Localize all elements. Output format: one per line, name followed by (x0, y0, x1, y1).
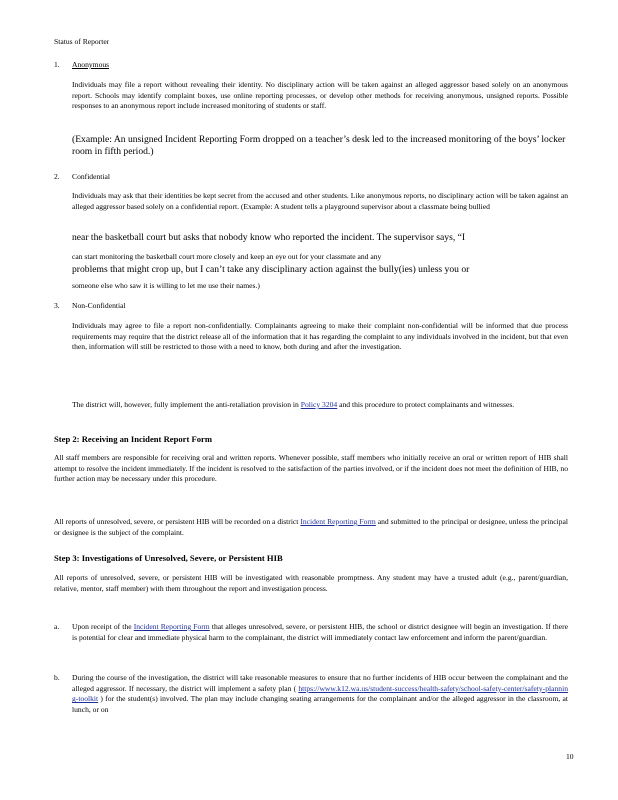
item-2-text-b: near the basketball court but asks that nobody know who reported the incident. The supervisor says, “I (72, 232, 466, 243)
policy-link[interactable]: Policy 3204 (300, 400, 338, 409)
step2-p1: All staff members are responsible for receiving oral and written reports. Whenever possible, staff members who initially receive an oral or written report of HIB shall attempt to resolve the incident immediately. If the incident is resolved to the satisfaction of the parties involved, or if the incident does not meet the definition of HIB, no further action may be necessary under this procedure. (54, 453, 568, 484)
step3-heading: Step 3: Investigations of Unresolved, Severe, or Persistent HIB (54, 553, 283, 563)
safety-plan-link[interactable]: https://www.k12.wa.us/student-success/health-safety/school-safety-center/safety-planning-toolkit (72, 683, 568, 704)
item-3-text: Individuals may agree to file a report non-confidentially. Complainants agreeing to make their complaint non-confidential will be informed that due process requirements may require that the district release all of the information that it has regarding the complaint to any individuals involved in the incident, but that even then, information will still be restricted to those with a need to know, both during and after the investigation. (72, 321, 568, 352)
step2-p2-pre: All reports of unresolved, severe, or persistent HIB will be recorded on a district (54, 517, 299, 526)
item-3-number: 3. (54, 301, 60, 310)
step3-a-post: that alleges unresolved, severe, or persistent HIB, the school or district designee will begin an investigation. If there is potential for clear and immediate physical harm to the complainant, the district will immediately contact law enforcement and inform the parent/guardian. (72, 622, 568, 642)
item-1-text: Individuals may file a report without revealing their identity. No disciplinary action will be taken against an alleged aggressor based solely on an anonymous report. Schools may identify complaint boxes, use online reporting processes, or develop other methods for receiving anonymous, unsigned reports. Possible responses to an anonymous report include increased monitoring of students or staff. (72, 80, 568, 111)
item-2-text-e: someone else who saw it is willing to let me use their names.) (72, 281, 260, 290)
incident-reporting-form-link[interactable]: Incident Reporting Form (300, 517, 376, 526)
step3-b-text (72, 673, 568, 745)
item-2-text-c: can start monitoring the basketball court more closely and keep an eye out for your classmate and any (72, 252, 382, 261)
item-2-text: Individuals may ask that their identities be kept secret from the accused and other students. Like anonymous reports, no disciplinary action will be taken against an alleged aggressor based solely on a confidential report. (Example: A student tells a playground supervisor about a classmate being bullied (72, 191, 568, 211)
item-3-text2-post: and this procedure to protect complainants and witnesses. (339, 400, 515, 409)
item-3-title: Non-Confidential (72, 301, 126, 310)
item-3-text2-pre: The district will, however, fully implement the anti-retaliation provision in (72, 400, 299, 409)
step3-b-number: b. (54, 673, 60, 682)
item-2-number: 2. (54, 172, 60, 181)
item-1-number: 1. (54, 60, 60, 69)
step3-a-pre: Upon receipt of the (72, 622, 132, 631)
item-1-title: Anonymous (72, 60, 110, 69)
incident-reporting-form-link-2[interactable]: Incident Reporting Form (133, 622, 210, 631)
item-3-text2 (72, 400, 568, 411)
item-2-title: Confidential (72, 172, 110, 181)
page-number: 10 (566, 752, 574, 761)
step2-p2-post: and submitted to the principal or designee, unless the principal or designee is the subject of the complaint. (54, 517, 568, 537)
step3-b-post: ) for the student(s) involved. The plan may include changing seating arrangements for the complainant and/or the alleged aggressor in the classroom, at lunch, or on (72, 694, 568, 714)
step2-p2 (54, 517, 568, 538)
step3-b-pre: During the course of the investigation, the district will take reasonable measures to ensure that no further incidents of HIB occur between the complainant and the alleged aggressor. If necessary, the district will implement a safety plan ( (72, 673, 568, 693)
item-2-text-d: problems that might crop up, but I can’t take any disciplinary action against the bully(ies) unless you or (72, 264, 470, 275)
step3-p1: All reports of unresolved, severe, or persistent HIB will be investigated with reasonable promptness. Any student may have a trusted adult (e.g., parent/guardian, relative, mentor, staff member) with them throughout the report and investigation process. (54, 573, 568, 593)
status-heading: Status of Reporter (54, 37, 110, 46)
step3-a-text (72, 622, 568, 643)
step2-heading: Step 2: Receiving an Incident Report Form (54, 434, 213, 444)
step3-a-number: a. (54, 622, 60, 631)
item-1-example: (Example: An unsigned Incident Reporting Form dropped on a teacher’s desk led to the increased monitoring of the boys’ locker room in fifth period.) (72, 134, 566, 158)
